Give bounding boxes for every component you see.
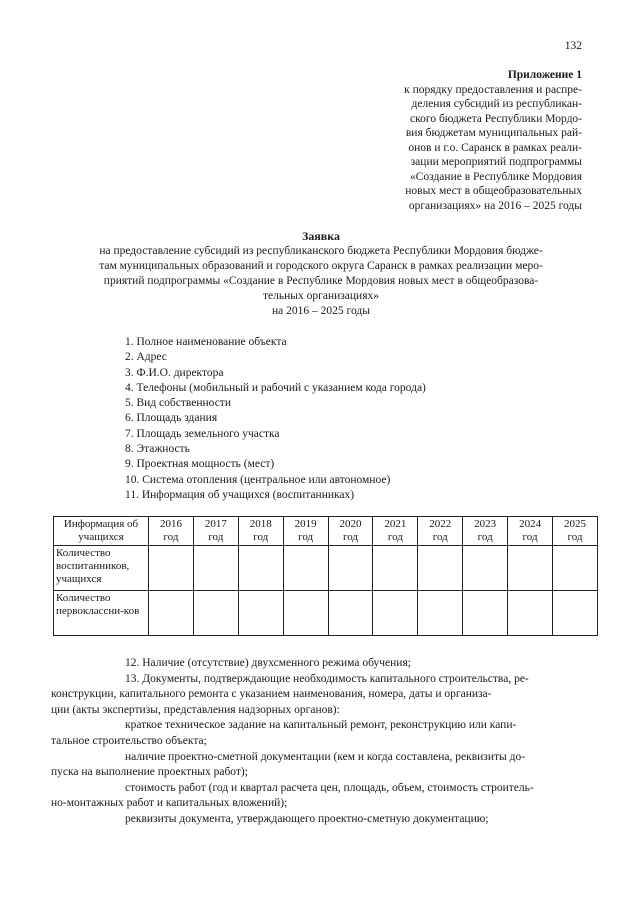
requisites-line: реквизиты документа, утверждающего проектно-сметную документацию; [125, 812, 489, 825]
table-cell [463, 591, 508, 636]
list-item: 9. Проектная мощность (мест) [125, 458, 275, 471]
tech-task-line: тальное строительство объекта; [51, 734, 207, 747]
table-cell [553, 546, 598, 591]
table-cell [463, 546, 508, 591]
paragraph-13-line: ции (акты экспертизы, представления надзорных органов): [51, 703, 340, 716]
table-cell [193, 546, 238, 591]
list-item: 11. Информация об учащихся (воспитанниках) [125, 488, 355, 501]
year-value: 2025 [564, 518, 586, 530]
appendix-line: деления субсидий из республикан- [411, 98, 582, 110]
paragraph-13-line: 13. Документы, подтверждающие необходимость капитального строительства, ре- [125, 672, 529, 685]
table-cell [149, 546, 194, 591]
year-unit: год [387, 531, 403, 543]
year-unit: год [253, 531, 269, 543]
table-row [54, 591, 598, 636]
appendix-line: зации мероприятий подпрограммы [410, 156, 582, 168]
list-item: 7. Площадь земельного участка [125, 427, 280, 440]
cost-line: но-монтажных работ и капитальных вложений); [51, 797, 288, 810]
year-header [418, 517, 463, 546]
tech-task-line: краткое техническое задание на капитальный ремонт, реконструкцию или капи- [125, 719, 517, 732]
cost-line: стоимость работ (год и квартал расчета цен, площадь, объем, стоимость строитель- [125, 781, 534, 794]
application-subtitle [60, 244, 582, 319]
subtitle-line: приятий подпрограммы «Создание в Республике Мордовия новых мест в общеобразова- [103, 275, 539, 287]
table-cell [283, 546, 328, 591]
appendix-title: Приложение 1 [507, 69, 582, 81]
list-item: 4. Телефоны (мобильный и рабочий с указанием кода города) [125, 381, 426, 394]
application-title: Заявка [301, 229, 341, 243]
table-cell [238, 546, 283, 591]
year-value: 2020 [339, 518, 362, 530]
list-item: 2. Адрес [125, 351, 167, 364]
row-label: Количество первоклассни-ков [54, 591, 149, 636]
table-header-row [54, 517, 598, 546]
table-cell [553, 591, 598, 636]
year-value: 2021 [384, 518, 407, 530]
appendix-line: «Создание в Республике Мордовия [409, 170, 582, 183]
appendix-line: онов и г.о. Саранск в рамках реали- [408, 141, 582, 154]
year-unit: год [522, 531, 538, 543]
appendix-line: вия бюджетам муниципальных рай- [405, 127, 582, 139]
year-header [553, 517, 598, 546]
table-cell [418, 546, 463, 591]
appendix-line: ского бюджета Республики Мордо- [410, 112, 582, 125]
design-docs-line: наличие проектно-сметной документации (кем и когда составлена, реквизиты до- [125, 750, 526, 763]
appendix-line: к порядку предоставления и распре- [404, 83, 582, 96]
row-label: Количество воспитанников, учащихся [54, 546, 149, 591]
year-value: 2018 [249, 518, 272, 530]
year-header [149, 517, 194, 546]
appendix-line: организациях» на 2016 – 2025 годы [408, 199, 582, 212]
table-cell [508, 591, 553, 636]
table-cell [373, 591, 418, 636]
appendix-line: новых мест в общеобразовательных [405, 185, 582, 197]
appendix-block [360, 68, 582, 213]
table-cell [418, 591, 463, 636]
year-unit: год [208, 531, 224, 543]
subtitle-line: на 2016 – 2025 годы [272, 305, 370, 317]
year-header [328, 517, 373, 546]
design-docs-line: пуска на выполнение проектных работ); [51, 766, 248, 779]
students-info-table [53, 516, 598, 636]
year-header [283, 517, 328, 546]
list-item: 10. Система отопления (центральное или автономное) [125, 473, 391, 486]
paragraph-13-line: конструкции, капитального ремонта с указанием наименования, номера, даты и организа- [51, 688, 492, 701]
year-value: 2023 [474, 518, 497, 530]
year-header [373, 517, 418, 546]
paragraph-12: 12. Наличие (отсутствие) двухсменного режима обучения; [125, 657, 411, 669]
year-value: 2017 [204, 518, 227, 530]
subtitle-line: тельных организациях» [263, 290, 379, 302]
year-unit: год [298, 531, 314, 543]
page-number: 132 [564, 40, 582, 52]
list-item: 5. Вид собственности [125, 397, 231, 410]
year-unit: год [477, 531, 493, 543]
table-cell [193, 591, 238, 636]
table-cell [328, 591, 373, 636]
year-unit: год [567, 531, 583, 543]
table-row [54, 546, 598, 591]
year-header [508, 517, 553, 546]
list-item: 8. Этажность [125, 443, 190, 456]
list-item: 6. Площадь здания [125, 412, 218, 425]
subtitle-line: там муниципальных образований и городского округа Саранск в рамках реализации меро- [99, 260, 543, 272]
table-cell [508, 546, 553, 591]
year-unit: год [163, 531, 179, 543]
list-item: 1. Полное наименование объекта [125, 336, 287, 348]
table-cell [283, 591, 328, 636]
year-header [193, 517, 238, 546]
body-text [51, 656, 596, 828]
year-value: 2022 [429, 518, 452, 530]
table-cell [238, 591, 283, 636]
subtitle-line: на предоставление субсидий из республиканского бюджета Республики Мордовия бюдже- [99, 245, 543, 257]
year-unit: год [342, 531, 359, 543]
year-header [463, 517, 508, 546]
table-cell [373, 546, 418, 591]
year-value: 2019 [294, 518, 317, 530]
table-cell [328, 546, 373, 591]
numbered-items-list [125, 335, 426, 503]
list-item: 3. Ф.И.О. директора [125, 366, 224, 379]
year-value: 2016 [159, 518, 182, 530]
table-cell [149, 591, 194, 636]
year-unit: год [432, 531, 448, 543]
table-header-label: Информация об учащихся [54, 517, 149, 546]
year-value: 2024 [519, 518, 542, 530]
year-header [238, 517, 283, 546]
